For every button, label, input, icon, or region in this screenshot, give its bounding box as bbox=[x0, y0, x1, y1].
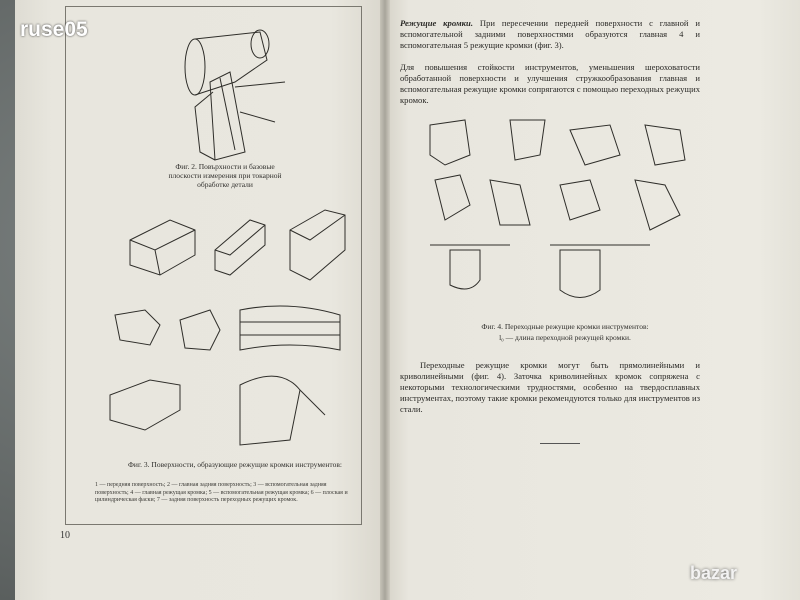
book-gutter bbox=[380, 0, 390, 600]
fig2-caption: Фиг. 2. Повърхности и базовые плоскости измерения при токарной обработке детали bbox=[168, 162, 282, 189]
paragraph-3: Переходные режущие кромки могут быть прямолинейными и криволинейными (фиг. 4). Заточка криволинейных кромок сопряжена с некоторыми технологическими трудностями, особенно на твердосплавных инструментах, поэтому такие кромки рекомендуются только для инструментов из стали. bbox=[400, 360, 700, 414]
page-number: 10 bbox=[60, 530, 70, 541]
fig3-cutting-tools-drawing bbox=[100, 200, 350, 465]
site-brand-logo: ruse05 bbox=[20, 18, 88, 41]
fig4-legend: l₀ — длина переходной режущей кромки. bbox=[499, 333, 631, 342]
watermark-logo: bazar bbox=[690, 563, 738, 583]
fig4-transition-edges-drawing bbox=[410, 110, 710, 310]
right-heading-paragraph bbox=[400, 18, 700, 51]
fig4-caption: Фиг. 4. Переходные режущие кромки инструментов: bbox=[481, 322, 649, 331]
paragraph-2: Для повышения стойкости инструментов, уменьшения шероховатости обработанной поверхности и улучшения стружкообразования главная и вспомогательная режущие кромки сопрягаются с помощью переходных режущих кромок. bbox=[400, 62, 700, 105]
fig3-legend: 1 — передняя поверхность; 2 — главная задняя поверхность; 3 — вспомогательная задняя поверхность; 4 — главная режущая кромка; 5 — вспомогательная режущая кромка; 6 — плоская и цилиндрическая фаски; 7 — задняя поверхность переходных режущих кромок. bbox=[95, 482, 348, 503]
fig2-turning-drawing bbox=[175, 12, 295, 162]
fig3-caption: Фиг. 3. Поверхности, образующие режущие кромки инструментов: bbox=[128, 460, 342, 469]
section-heading: Режущие кромки. bbox=[400, 18, 473, 28]
section-divider bbox=[540, 443, 580, 444]
paragraph-1: При пересечении передней поверхности с главной и вспомогательной задними поверхностями образуются главная 4 и вспомогательная 5 режущие кромки (фиг. 3). bbox=[400, 18, 700, 50]
